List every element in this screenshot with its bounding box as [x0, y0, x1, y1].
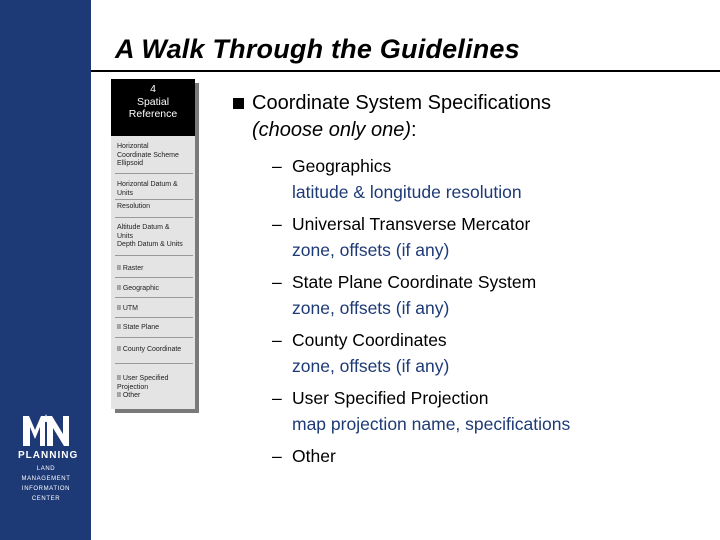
- dash-bullet: –: [272, 272, 282, 292]
- sub-item-title: Geographics: [292, 156, 392, 176]
- outline-item-utm: [117, 305, 197, 314]
- dash-bullet: –: [272, 388, 282, 408]
- outline-item-line: Units: [117, 232, 133, 240]
- outline-header-line: Spatial: [136, 95, 170, 108]
- outline-item-altitude-datum: [117, 224, 197, 250]
- outline-panel: [111, 79, 195, 409]
- sub-item-title: County Coordinates: [292, 330, 447, 350]
- sub-item-other: [272, 443, 712, 469]
- logo-subtitle-line: INFORMATION: [21, 486, 71, 492]
- main-bullet-line: Coordinate System Specifications: [252, 92, 552, 114]
- outline-divider: [115, 363, 193, 364]
- sub-item-detail: map projection name, specifications: [292, 414, 571, 434]
- outline-item-line: Horizontal Datum &: [117, 181, 178, 188]
- sub-item-user-specified: [272, 385, 712, 437]
- outline-item-line: Ellipsoid: [117, 160, 144, 167]
- sub-item-detail: zone, offsets: [292, 298, 391, 318]
- outline-item-county-coordinate: [117, 346, 197, 355]
- outline-header-number: 4: [150, 83, 156, 95]
- sub-item-detail-extra: (if any): [390, 240, 450, 260]
- outline-divider: [115, 317, 193, 318]
- outline-item-line: Horizontal: [117, 143, 149, 150]
- outline-item-state-plane: [117, 324, 197, 333]
- outline-item-line: II Geographic: [117, 285, 160, 292]
- outline-divider: [115, 297, 193, 298]
- outline-item-geographic: [117, 285, 197, 294]
- main-bullet-emphasis: (choose only one): [252, 119, 411, 141]
- outline-divider: [115, 337, 193, 338]
- main-bullet: [252, 90, 712, 144]
- dash-bullet: –: [272, 330, 282, 350]
- main-bullet-line: [252, 117, 712, 144]
- outline-item-line: II State Plane: [117, 324, 160, 331]
- title-underline: [91, 70, 720, 72]
- sub-item-detail-extra: (if any): [390, 356, 450, 376]
- mn-star-logo-icon: [21, 412, 71, 448]
- square-bullet-icon: [233, 98, 244, 109]
- outline-header: [111, 79, 195, 136]
- outline-item-line: Resolution: [117, 203, 151, 210]
- outline-item-line: Projection: [117, 383, 149, 391]
- logo-name: PLANNING: [18, 450, 79, 461]
- outline-item-resolution: [117, 203, 197, 212]
- dash-bullet: –: [272, 446, 282, 466]
- outline-item-raster: [117, 265, 197, 274]
- sub-item-state-plane: [272, 269, 712, 321]
- outline-item-horizontal-coordinate: [117, 143, 197, 169]
- outline-divider: [115, 199, 193, 200]
- outline-item-user-specified: [117, 375, 197, 401]
- outline-item-line: Coordinate Scheme: [117, 151, 179, 159]
- outline-item-line: II UTM: [117, 305, 138, 312]
- outline-item-line: II County Coordinate: [117, 346, 182, 353]
- outline-item-horizontal-datum: [117, 181, 197, 198]
- sub-item-detail: zone, offsets: [292, 356, 391, 376]
- sub-item-title: Other: [292, 446, 336, 466]
- dash-bullet: –: [272, 214, 282, 234]
- outline-item-line: Depth Datum & Units: [117, 241, 183, 248]
- sub-item-title: Universal Transverse Mercator: [292, 214, 531, 234]
- sub-item-county: [272, 327, 712, 379]
- mn-planning-logo: [18, 412, 79, 504]
- sub-item-detail-extra: (if any): [390, 298, 450, 318]
- sub-item-detail: zone, offsets: [292, 240, 391, 260]
- outline-divider: [115, 217, 193, 218]
- outline-item-line: Altitude Datum &: [117, 224, 170, 231]
- dash-bullet: –: [272, 156, 282, 176]
- sub-item-geographics: [272, 153, 712, 205]
- logo-subtitle-line: LAND: [36, 466, 56, 472]
- outline-item-line: II Raster: [117, 265, 144, 272]
- sub-item-utm: [272, 211, 712, 263]
- outline-divider: [115, 277, 193, 278]
- outline-item-line: II Other: [117, 392, 141, 399]
- outline-item-line: II User Specified: [117, 375, 169, 382]
- sub-item-detail-line: [292, 295, 712, 321]
- sub-item-title: State Plane Coordinate System: [292, 272, 537, 292]
- outline-divider: [115, 173, 193, 174]
- slide-title: A Walk Through the Guidelines: [115, 34, 520, 64]
- outline-header-line: Reference: [128, 108, 178, 120]
- logo-subtitle-line: MANAGEMENT: [21, 476, 71, 482]
- sub-item-detail: latitude & longitude resolution: [292, 182, 522, 202]
- sub-item-detail-line: [292, 237, 712, 263]
- outline-item-line: Units: [117, 189, 133, 197]
- sub-item-detail-line: [292, 353, 712, 379]
- logo-subtitle: [18, 464, 74, 504]
- main-bullet-colon: :: [410, 119, 417, 141]
- logo-subtitle-line: CENTER: [31, 496, 61, 502]
- sub-item-title: User Specified Projection: [292, 388, 489, 408]
- outline-divider: [115, 255, 193, 256]
